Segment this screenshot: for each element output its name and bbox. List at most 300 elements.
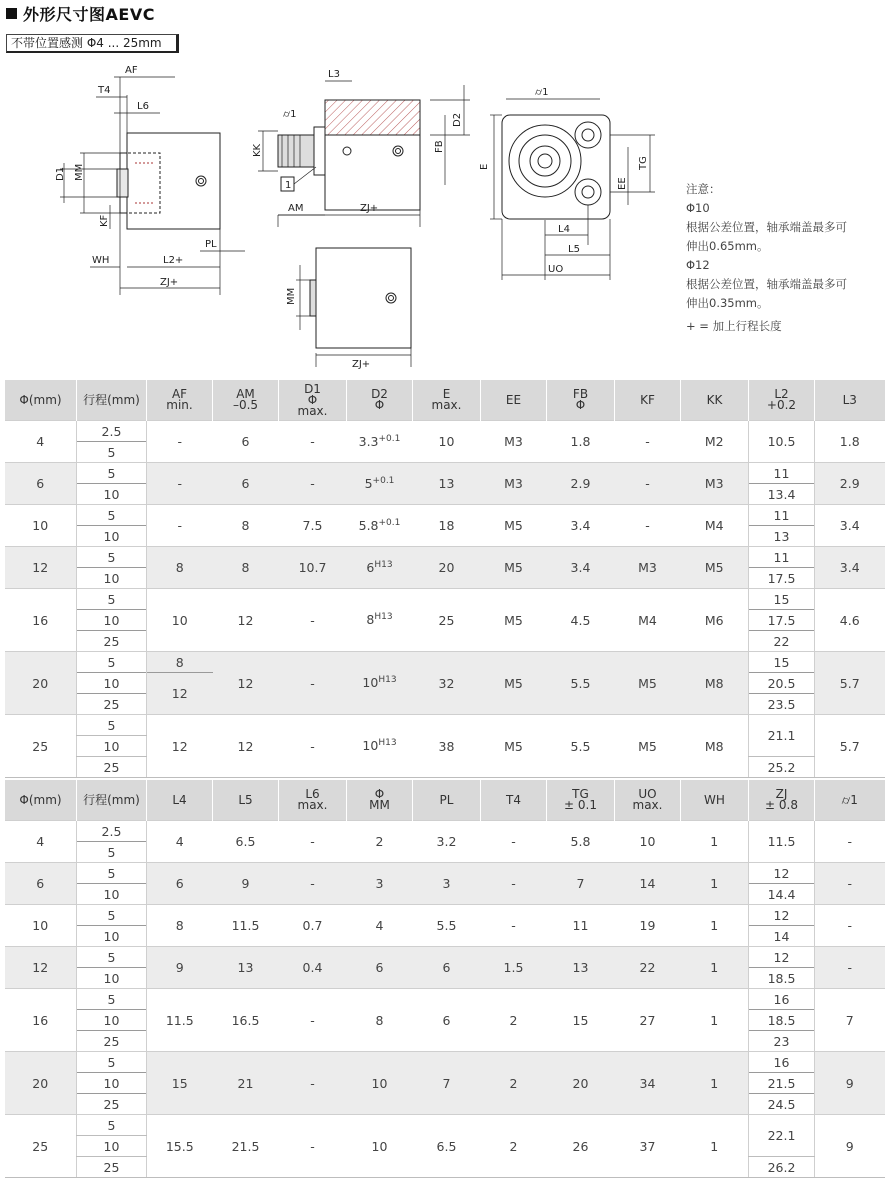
value-cell-mm: 10: [347, 1052, 413, 1115]
table-row: [5, 715, 885, 736]
label-ZJ: ZJ+: [160, 277, 179, 288]
header-cell: [5, 780, 77, 821]
list-cell: 12: [749, 863, 815, 884]
value-cell-pl: 3: [413, 863, 481, 905]
row-group: [5, 947, 885, 989]
label-callout: 1: [285, 180, 292, 191]
notes-p10-label: Φ10: [686, 201, 710, 215]
value-cell-l5: 13: [213, 947, 279, 989]
value-cell-t4: -: [481, 821, 547, 863]
value-cell-pl: 6: [413, 947, 481, 989]
value-cell-d2: [347, 547, 413, 589]
header-sub: max.: [632, 798, 663, 812]
value-cell-c1: -: [815, 863, 885, 905]
stroke-cell: 5: [77, 547, 147, 568]
phi-cell: 10: [5, 505, 77, 547]
value-cell-kf: -: [615, 505, 681, 547]
header-cell: [547, 380, 615, 421]
value-cell-d1: -: [279, 463, 347, 505]
value-cell-uo: 34: [615, 1052, 681, 1115]
value-cell-am: 6: [213, 421, 279, 463]
value-cell-l4: 15.5: [147, 1115, 213, 1178]
stroke-cell: 5: [77, 863, 147, 884]
value-cell-fb: 5.5: [547, 715, 615, 778]
table-row: [5, 821, 885, 842]
header-sub: ± 0.1: [564, 798, 597, 812]
header-main: E: [442, 387, 451, 401]
value-cell-af: -: [147, 421, 213, 463]
value-cell-l3: 5.7: [815, 652, 885, 715]
header-main: L2: [774, 387, 789, 401]
label-FB: FB: [434, 140, 445, 153]
value-cell-c1: 7: [815, 989, 885, 1052]
table-row: [5, 1052, 885, 1073]
value-cell-t4: -: [481, 863, 547, 905]
value-cell-am: 12: [213, 589, 279, 652]
list-cell: 22: [749, 631, 815, 652]
table-row: [5, 589, 885, 610]
header-sub: ± 0.8: [765, 798, 798, 812]
stroke-cell: 10: [77, 484, 147, 505]
phi-cell: 16: [5, 989, 77, 1052]
list-cell: 14: [749, 926, 815, 947]
label-E: E: [479, 163, 490, 170]
phi-cell: 25: [5, 715, 77, 778]
d2-base: 10: [362, 675, 379, 691]
header-main: Φ(mm): [19, 392, 62, 407]
value-cell-d2: [347, 421, 413, 463]
value-cell-mm: 6: [347, 947, 413, 989]
list-cell: 14.4: [749, 884, 815, 905]
value-cell-mm: 4: [347, 905, 413, 947]
label-ZJ3: ZJ+: [352, 359, 371, 370]
value-cell-kk: M3: [681, 463, 749, 505]
value-cell-l5: 21: [213, 1052, 279, 1115]
header-cell: [749, 780, 815, 821]
phi-cell: 20: [5, 652, 77, 715]
value-cell-d1: -: [279, 589, 347, 652]
table-row: [5, 947, 885, 968]
label-UO: UO: [548, 264, 564, 275]
square-bullet-icon: [6, 8, 17, 19]
value-cell-e: 32: [413, 652, 481, 715]
value-cell-af: -: [147, 463, 213, 505]
header-main: D2: [371, 387, 388, 401]
header-cell: [213, 780, 279, 821]
header-main: FB: [572, 387, 589, 401]
header-main: D1: [304, 381, 321, 396]
value-cell-pl: 6.5: [413, 1115, 481, 1178]
value-cell-l6: 0.7: [279, 905, 347, 947]
value-cell-ee: M3: [481, 421, 547, 463]
value-cell-pl: 6: [413, 989, 481, 1052]
header-main: L3: [842, 392, 857, 407]
row-group: [5, 652, 885, 715]
value-cell-am: 8: [213, 505, 279, 547]
list-cell: 15: [749, 589, 815, 610]
header-main: UO: [638, 787, 657, 801]
header-cell: [615, 380, 681, 421]
row-group: [5, 1115, 885, 1178]
row-group: [5, 821, 885, 863]
subtitle-box: 不带位置感测 Φ4 ... 25mm: [6, 34, 179, 53]
value-cell-wh: 1: [681, 989, 749, 1052]
list-cell: 25.2: [749, 757, 815, 778]
value-cell-ee: M5: [481, 589, 547, 652]
value-cell-ee: M3: [481, 463, 547, 505]
d2-tolerance: H13: [378, 675, 397, 686]
value-cell-c1: -: [815, 947, 885, 989]
header-row: [5, 380, 885, 421]
list-cell: 20.5: [749, 673, 815, 694]
header-sub: Φ: [575, 398, 586, 412]
label-D2: D2: [452, 112, 463, 127]
value-cell-wh: 1: [681, 1115, 749, 1178]
label-TG: TG: [638, 156, 649, 170]
value-cell-c1: -: [815, 821, 885, 863]
notes-heading: 注意：: [686, 182, 721, 196]
header-main: KF: [640, 392, 655, 407]
stroke-cell: 10: [77, 526, 147, 547]
stroke-cell: 5: [77, 652, 147, 673]
label-AM: AM: [288, 203, 304, 214]
header-main: Φ(mm): [19, 792, 62, 807]
list-cell: 18.5: [749, 1010, 815, 1031]
phi-cell: 20: [5, 1052, 77, 1115]
value-cell-l5: 6.5: [213, 821, 279, 863]
value-cell-mm: 2: [347, 821, 413, 863]
header-cell: [481, 380, 547, 421]
list-cell: 17.5: [749, 568, 815, 589]
header-sub: +0.2: [766, 398, 797, 412]
value-cell-kf: M5: [615, 652, 681, 715]
stroke-cell: 5: [77, 947, 147, 968]
label-L6: L6: [137, 101, 149, 112]
value-cell-mm: 8: [347, 989, 413, 1052]
value-cell-ee: M5: [481, 547, 547, 589]
list-cell: 11: [749, 505, 815, 526]
phi-cell: 25: [5, 1115, 77, 1178]
header-main: ZJ: [775, 787, 788, 801]
row-group: [5, 989, 885, 1052]
header-main: T4: [506, 792, 521, 807]
header-cell: [77, 780, 147, 821]
notes-p12-label: Φ12: [686, 258, 710, 272]
value-cell-af: 8: [147, 547, 213, 589]
stroke-cell: 10: [77, 673, 147, 694]
header-sub: min.: [166, 398, 193, 412]
value-cell-l5: 16.5: [213, 989, 279, 1052]
d2-base: 5.8: [358, 518, 379, 534]
value-cell-l5: 9: [213, 863, 279, 905]
value-cell-kk: M6: [681, 589, 749, 652]
value-cell-tg: 20: [547, 1052, 615, 1115]
header-cell: [147, 780, 213, 821]
value-cell-kf: -: [615, 463, 681, 505]
label-PL: PL: [205, 239, 217, 250]
value-cell-l4: 9: [147, 947, 213, 989]
value-cell-af: 10: [147, 589, 213, 652]
header-cell: [213, 380, 279, 421]
value-cell-am: 12: [213, 652, 279, 715]
list-cell: 16: [749, 989, 815, 1010]
value-cell-l3: 3.4: [815, 547, 885, 589]
list-cell: 16: [749, 1052, 815, 1073]
stroke-cell: 5: [77, 842, 147, 863]
value-cell-wh: 1: [681, 905, 749, 947]
list-cell: 24.5: [749, 1094, 815, 1115]
value-cell-tg: 11: [547, 905, 615, 947]
table-row: [5, 989, 885, 1010]
d2-tolerance: +0.1: [372, 475, 395, 486]
d2-base: 6: [366, 560, 375, 576]
table-header: [5, 380, 885, 421]
notes-block: [686, 180, 847, 336]
value-cell-uo: 27: [615, 989, 681, 1052]
value-cell-pl: 5.5: [413, 905, 481, 947]
list-cell: 21.1: [749, 715, 815, 757]
label-L4: L4: [558, 224, 570, 235]
phi-cell: 6: [5, 863, 77, 905]
header-main: ⌭1: [841, 792, 858, 807]
value-cell-kf: M5: [615, 715, 681, 778]
value-cell-mm: 3: [347, 863, 413, 905]
notes-p12-line2: 伸出0.35mm。: [686, 296, 769, 310]
value-cell-e: 25: [413, 589, 481, 652]
value-cell-e: 18: [413, 505, 481, 547]
value-cell-t4: 2: [481, 1052, 547, 1115]
value-cell-c1: 9: [815, 1115, 885, 1178]
phi-cell: 12: [5, 947, 77, 989]
value-cell-l6: 0.4: [279, 947, 347, 989]
header-cell: [5, 380, 77, 421]
value-cell-t4: 1.5: [481, 947, 547, 989]
value-cell-kk: M5: [681, 547, 749, 589]
value-cell-d1: -: [279, 715, 347, 778]
notes-plus: + = 加上行程长度: [686, 319, 782, 333]
list-cell: 18.5: [749, 968, 815, 989]
label-C1-end: ⌭1: [535, 87, 549, 98]
value-cell-l4: 11.5: [147, 989, 213, 1052]
list-cell: 26.2: [749, 1157, 815, 1178]
header-cell: [77, 380, 147, 421]
list-cell: 11: [749, 463, 815, 484]
d2-base: 5: [364, 476, 373, 492]
header-main: L5: [238, 792, 253, 807]
value-cell-fb: 3.4: [547, 547, 615, 589]
value-cell-c1: 9: [815, 1052, 885, 1115]
header-main: 行程(mm): [83, 392, 140, 407]
stroke-cell: 10: [77, 968, 147, 989]
value-cell-l4: 8: [147, 905, 213, 947]
stroke-cell: 25: [77, 1094, 147, 1115]
header-cell: [815, 380, 885, 421]
stroke-cell: 25: [77, 694, 147, 715]
stroke-cell: 10: [77, 1073, 147, 1094]
header-cell: [413, 380, 481, 421]
value-cell-fb: 3.4: [547, 505, 615, 547]
header-main: Φ: [374, 787, 385, 801]
header-sub: max.: [297, 403, 328, 418]
label-EE: EE: [617, 177, 628, 190]
value-cell-ee: M5: [481, 652, 547, 715]
d2-tolerance: +0.1: [378, 517, 401, 528]
phi-cell: 16: [5, 589, 77, 652]
value-cell-e: 38: [413, 715, 481, 778]
header-sub: max.: [297, 798, 328, 812]
value-cell-am: 6: [213, 463, 279, 505]
d2-tolerance: H13: [374, 612, 393, 623]
phi-cell: 4: [5, 821, 77, 863]
table-row: [5, 505, 885, 526]
value-cell-kk: M2: [681, 421, 749, 463]
value-cell: 8: [147, 652, 213, 673]
label-AF: AF: [125, 65, 138, 76]
value-cell-l6: -: [279, 863, 347, 905]
row-group: [5, 421, 885, 463]
value-cell: 12: [147, 673, 213, 715]
list-cell: 21.5: [749, 1073, 815, 1094]
d2-tolerance: H13: [374, 559, 393, 570]
value-cell-d2: [347, 589, 413, 652]
stroke-cell: 10: [77, 568, 147, 589]
stroke-cell: 5: [77, 442, 147, 463]
value-cell-uo: 19: [615, 905, 681, 947]
stroke-cell: 10: [77, 610, 147, 631]
value-cell-wh: 1: [681, 947, 749, 989]
value-cell-l4: 6: [147, 863, 213, 905]
page-title-text: 外形尺寸图AEVC: [23, 5, 155, 24]
header-cell: [279, 780, 347, 821]
stroke-cell: 10: [77, 926, 147, 947]
value-cell-uo: 37: [615, 1115, 681, 1178]
value-cell-tg: 7: [547, 863, 615, 905]
row-group: [5, 547, 885, 589]
table-row: [5, 463, 885, 484]
value-cell-d2: [347, 463, 413, 505]
value-cell-d2: [347, 715, 413, 778]
list-cell: 17.5: [749, 610, 815, 631]
header-sub: –0.5: [232, 398, 259, 412]
value-cell-tg: 15: [547, 989, 615, 1052]
value-cell-d1: 10.7: [279, 547, 347, 589]
value-cell-kf: M3: [615, 547, 681, 589]
value-cell-l3: 1.8: [815, 421, 885, 463]
stroke-cell: 25: [77, 1031, 147, 1052]
stroke-cell: 25: [77, 631, 147, 652]
value-cell-uo: 10: [615, 821, 681, 863]
spec-table-2: [4, 780, 885, 1178]
stroke-cell: 10: [77, 884, 147, 905]
label-ZJ2: ZJ+: [360, 203, 379, 214]
d2-tolerance: +0.1: [378, 433, 401, 444]
row-group: [5, 863, 885, 905]
notes-p10-line2: 伸出0.65mm。: [686, 239, 769, 253]
header-main: WH: [704, 792, 725, 807]
label-KF: KF: [99, 214, 110, 227]
value-cell-ee: M5: [481, 715, 547, 778]
label-T4: T4: [98, 85, 111, 96]
row-group: [5, 505, 885, 547]
header-main: AM: [236, 387, 255, 401]
value-cell-wh: 1: [681, 821, 749, 863]
value-cell-d1: -: [279, 652, 347, 715]
row-group: [5, 1052, 885, 1115]
value-cell-am: 12: [213, 715, 279, 778]
value-cell-c1: -: [815, 905, 885, 947]
value-cell-l3: 3.4: [815, 505, 885, 547]
stroke-cell: 10: [77, 736, 147, 757]
table-row: [5, 652, 885, 673]
value-cell-mm: 10: [347, 1115, 413, 1178]
value-cell-ee: M5: [481, 505, 547, 547]
stroke-cell: 25: [77, 757, 147, 778]
stroke-cell: 5: [77, 1052, 147, 1073]
table-row: [5, 547, 885, 568]
value-cell-d2: [347, 505, 413, 547]
header-cell: [279, 380, 347, 421]
value-cell-t4: 2: [481, 1115, 547, 1178]
list-cell: 11.5: [749, 821, 815, 863]
value-cell-kk: M8: [681, 652, 749, 715]
value-cell-l6: -: [279, 1115, 347, 1178]
value-cell-l6: -: [279, 821, 347, 863]
header-cell: [681, 380, 749, 421]
header-sub: MM: [369, 798, 390, 812]
list-cell: 23.5: [749, 694, 815, 715]
list-cell: 12: [749, 947, 815, 968]
header-cell: [749, 380, 815, 421]
value-cell-am: 8: [213, 547, 279, 589]
list-cell: 11: [749, 547, 815, 568]
header-main: TG: [572, 787, 589, 801]
spec-table-1: [4, 380, 885, 778]
header-cell: [481, 780, 547, 821]
stroke-cell: 5: [77, 905, 147, 926]
value-cell-l3: 5.7: [815, 715, 885, 778]
header-cell: [147, 380, 213, 421]
value-cell-l3: 2.9: [815, 463, 885, 505]
row-group: [5, 905, 885, 947]
label-L2: L2+: [163, 255, 184, 266]
value-cell-kf: -: [615, 421, 681, 463]
table-row: [5, 905, 885, 926]
phi-cell: 10: [5, 905, 77, 947]
value-cell-l4: 15: [147, 1052, 213, 1115]
label-D1: D1: [55, 166, 66, 181]
d2-base: 3.3: [358, 434, 379, 450]
header-cell: [815, 780, 885, 821]
value-cell-fb: 5.5: [547, 652, 615, 715]
row-group: [5, 463, 885, 505]
header-cell: [547, 780, 615, 821]
header-main: KK: [706, 392, 723, 407]
label-KK: KK: [252, 143, 263, 157]
value-cell-l5: 11.5: [213, 905, 279, 947]
value-cell-af: 12: [147, 715, 213, 778]
stroke-cell: 5: [77, 1115, 147, 1136]
header-cell: [615, 780, 681, 821]
list-cell: 10.5: [749, 421, 815, 463]
value-cell-l3: 4.6: [815, 589, 885, 652]
value-cell-fb: 4.5: [547, 589, 615, 652]
stroke-cell: 2.5: [77, 421, 147, 442]
value-cell-tg: 13: [547, 947, 615, 989]
stroke-cell: 10: [77, 1136, 147, 1157]
value-cell-af: -: [147, 505, 213, 547]
row-group: [5, 589, 885, 652]
list-cell: 13.4: [749, 484, 815, 505]
